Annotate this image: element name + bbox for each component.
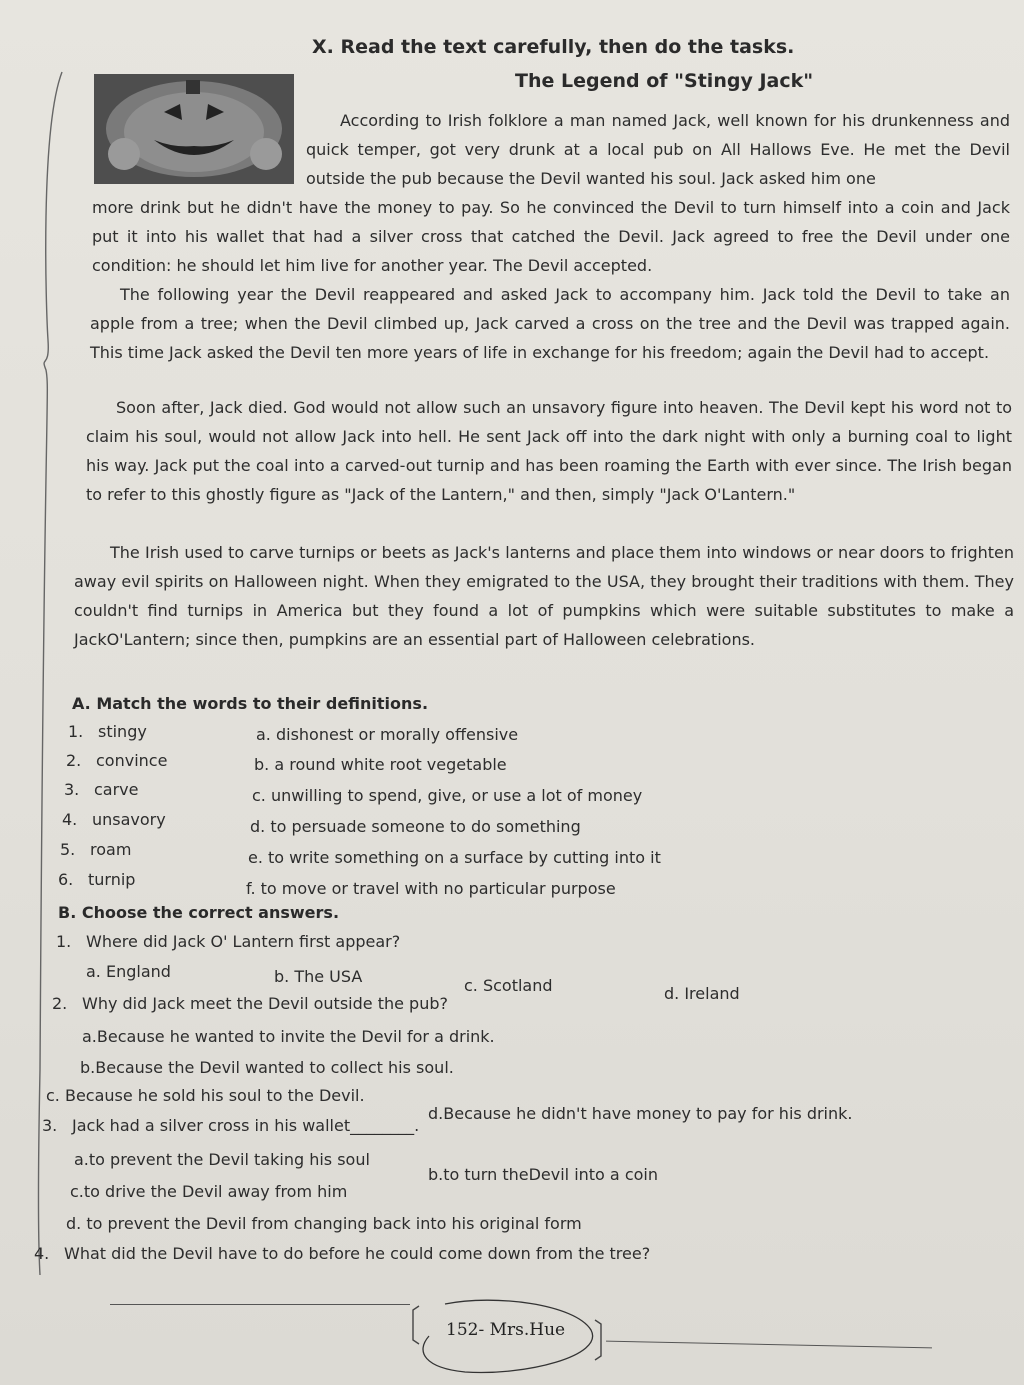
q3-option-c: c.to drive the Devil away from him: [70, 1182, 348, 1201]
q3-option-b: b.to turn theDevil into a coin: [428, 1165, 658, 1184]
question-3: 3. Jack had a silver cross in his wallet________.: [42, 1116, 420, 1135]
match-word: 6. turnip: [58, 870, 136, 889]
page-number-signature: 152- Mrs.Hue: [446, 1320, 566, 1340]
match-definition: b. a round white root vegetable: [254, 755, 507, 774]
match-word: 1. stingy: [68, 722, 147, 741]
match-definition: d. to persuade someone to do something: [250, 817, 581, 836]
exercise-heading: X. Read the text carefully, then do the tasks.: [312, 36, 795, 58]
match-definition: f. to move or travel with no particular purpose: [246, 879, 616, 898]
question-2: 2. Why did Jack meet the Devil outside the pub?: [52, 994, 448, 1013]
jack-o-lantern-picture: [94, 74, 294, 184]
q1-option-c: c. Scotland: [464, 976, 553, 995]
q3-option-a: a.to prevent the Devil taking his soul: [74, 1150, 370, 1169]
q3-option-d: d. to prevent the Devil from changing back into his original form: [66, 1214, 582, 1233]
match-definition: c. unwilling to spend, give, or use a lot of money: [252, 786, 643, 805]
passage-title: The Legend of "Stingy Jack": [515, 70, 814, 92]
q1-option-a: a. England: [86, 962, 171, 981]
section-b-title: B. Choose the correct answers.: [58, 903, 340, 922]
footer-rule-right: [606, 1341, 932, 1349]
match-word: 5. roam: [60, 840, 132, 859]
paragraph-4: The Irish used to carve turnips or beets as Jack's lanterns and place them into windows or near doors to frighten away evil spirits on Halloween night. When they emigrated to the USA, they brought their traditions with them. They couldn't find turnips in America but they found a lot of pumpkins which were suitable substitutes to make a JackO'Lantern; since then, pumpkins are an essential part of Halloween celebrations.: [74, 543, 1014, 649]
paragraph-1-bottom: more drink but he didn't have the money to pay. So he convinced the Devil to turn himself into a coin and Jack put it into his wallet that had a silver cross that catched the Devil. Jack agreed to free the Devil under one condition: he should let him live for another year. The Devil accepted.: [92, 198, 1010, 275]
paragraph-1-top: According to Irish folklore a man named Jack, well known for his drunkenness and quick temper, got very drunk at a local pub on All Hallows Eve. He met the Devil outside the pub because the Devil wanted his soul. Jack asked him one: [306, 111, 1010, 188]
q2-option-a: a.Because he wanted to invite the Devil for a drink.: [82, 1027, 495, 1046]
match-definition: e. to write something on a surface by cutting into it: [248, 848, 661, 867]
q1-option-b: b. The USA: [274, 967, 363, 986]
q1-option-d: d. Ireland: [664, 984, 740, 1003]
paragraph-2: The following year the Devil reappeared and asked Jack to accompany him. Jack told the Devil to take an apple from a tree; when the Devil climbed up, Jack carved a cross on the tree and the Devil was trapped again. This time Jack asked the Devil ten more years of life in exchange for his freedom; again the Devil had to accept.: [90, 285, 1010, 362]
match-definition: a. dishonest or morally offensive: [256, 725, 519, 744]
match-word: 3. carve: [64, 780, 139, 799]
footer-rule-left: [110, 1304, 410, 1305]
q2-option-b: b.Because the Devil wanted to collect his soul.: [80, 1058, 454, 1077]
answer-blank: ________.: [350, 1116, 420, 1135]
match-word: 4. unsavory: [62, 810, 166, 829]
question-1: 1. Where did Jack O' Lantern first appear?: [56, 932, 401, 951]
q2-option-d: d.Because he didn't have money to pay for his drink.: [428, 1104, 853, 1123]
paragraph-3: Soon after, Jack died. God would not allow such an unsavory figure into heaven. The Devil kept his word not to claim his soul, would not allow Jack into hell. He sent Jack off into the dark night with only a burning coal to light his way. Jack put the coal into a carved-out turnip and has been roaming the Earth with ever since. The Irish began to refer to this ghostly figure as "Jack of the Lantern," and then, simply "Jack O'Lantern.": [86, 398, 1012, 504]
q2-option-c: c. Because he sold his soul to the Devil.: [46, 1086, 365, 1105]
match-word: 2. convince: [66, 751, 168, 770]
section-a-title: A. Match the words to their definitions.: [72, 694, 429, 713]
question-4: 4. What did the Devil have to do before he could come down from the tree?: [34, 1244, 651, 1263]
